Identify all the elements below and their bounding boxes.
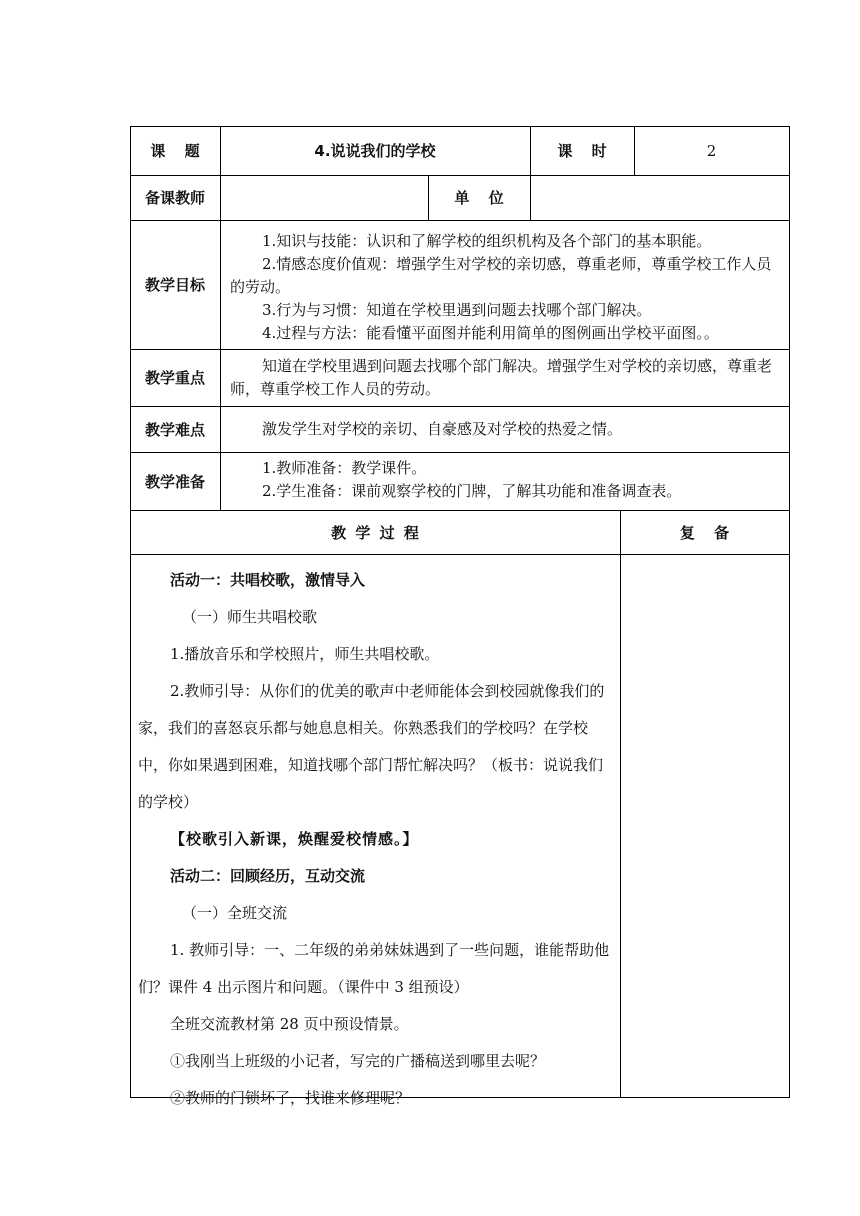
table-border-right xyxy=(789,126,790,1098)
row-divider xyxy=(130,406,790,407)
goal-line: 2.情感态度价值观：增强学生对学校的亲切感，尊重老师，尊重学校工作人员的劳动。 xyxy=(230,255,772,296)
topic-value: 4.说说我们的学校 xyxy=(314,142,436,160)
process-content xyxy=(138,562,616,1117)
key-points-label: 教学重点 xyxy=(144,369,205,387)
preparation-line: 1.教师准备：教学课件。 xyxy=(262,459,427,477)
difficulties-text: 激发学生对学校的亲切、自豪感及对学校的热爱之情。 xyxy=(262,420,623,438)
process-paragraph: 1. 教师引导：一、二年级的弟弟妹妹遇到了一些问题，谁能帮助他们？课件 4 出示图片和问题。（课件中 3 组预设） xyxy=(138,941,610,996)
difficulties-content xyxy=(230,418,786,441)
process-paragraph: （一）全班交流 xyxy=(182,904,288,922)
process-header: 教 学 过 程 xyxy=(331,523,419,542)
activity-heading: 活动二：回顾经历，互动交流 xyxy=(170,867,366,885)
activity-heading: 活动一：共唱校歌，激情导入 xyxy=(170,571,366,589)
process-paragraph: 1.播放音乐和学校照片，师生共唱校歌。 xyxy=(170,645,440,663)
period-label: 课 时 xyxy=(557,142,607,160)
goals-content xyxy=(230,230,786,345)
process-paragraph: （一）师生共唱校歌 xyxy=(182,608,318,626)
process-paragraph: 2.教师引导：从你们的优美的歌声中老师能体会到校园就像我们的家，我们的喜怒哀乐都与她息息相关。你熟悉我们的学校吗？在学校中，你如果遇到困难，知道找哪个部门帮忙解决吗？（板书：说说我们的学校） xyxy=(138,682,605,811)
goal-line: 3.行为与习惯：知道在学校里遇到问题去找哪个部门解决。 xyxy=(262,301,652,319)
row-divider xyxy=(130,349,790,350)
preparation-content xyxy=(230,457,786,503)
goals-label: 教学目标 xyxy=(144,276,205,294)
unit-label: 单 位 xyxy=(454,189,504,207)
design-note: 【校歌引入新课，焕醒爱校情感。】 xyxy=(170,830,419,848)
goal-line: 1.知识与技能：认识和了解学校的组织机构及各个部门的基本职能。 xyxy=(262,232,712,250)
review-column xyxy=(620,554,789,1097)
period-value: 2 xyxy=(706,141,717,160)
process-paragraph: 全班交流教材第 28 页中预设情景。 xyxy=(170,1015,409,1033)
row-divider xyxy=(130,452,790,453)
process-paragraph: ②教师的门锁坏了，找谁来修理呢？ xyxy=(170,1089,411,1107)
row-divider xyxy=(130,220,790,221)
difficulties-label: 教学难点 xyxy=(144,420,205,439)
key-points-content xyxy=(230,355,786,401)
topic-label: 课 题 xyxy=(150,142,200,160)
key-points-text: 知道在学校里遇到问题去找哪个部门解决。增强学生对学校的亲切感，尊重老师，尊重学校工作人员的劳动。 xyxy=(230,357,773,398)
preparation-line: 2.学生准备：课前观察学校的门牌，了解其功能和准备调查表。 xyxy=(262,482,682,500)
preparation-label: 教学准备 xyxy=(144,472,205,491)
teacher-label: 备课教师 xyxy=(144,189,205,207)
goal-line: 4.过程与方法：能看懂平面图并能利用简单的图例画出学校平面图。。 xyxy=(262,324,719,342)
review-header: 复 备 xyxy=(679,523,730,542)
process-paragraph: ①我刚当上班级的小记者，写完的广播稿送到哪里去呢？ xyxy=(170,1052,546,1070)
